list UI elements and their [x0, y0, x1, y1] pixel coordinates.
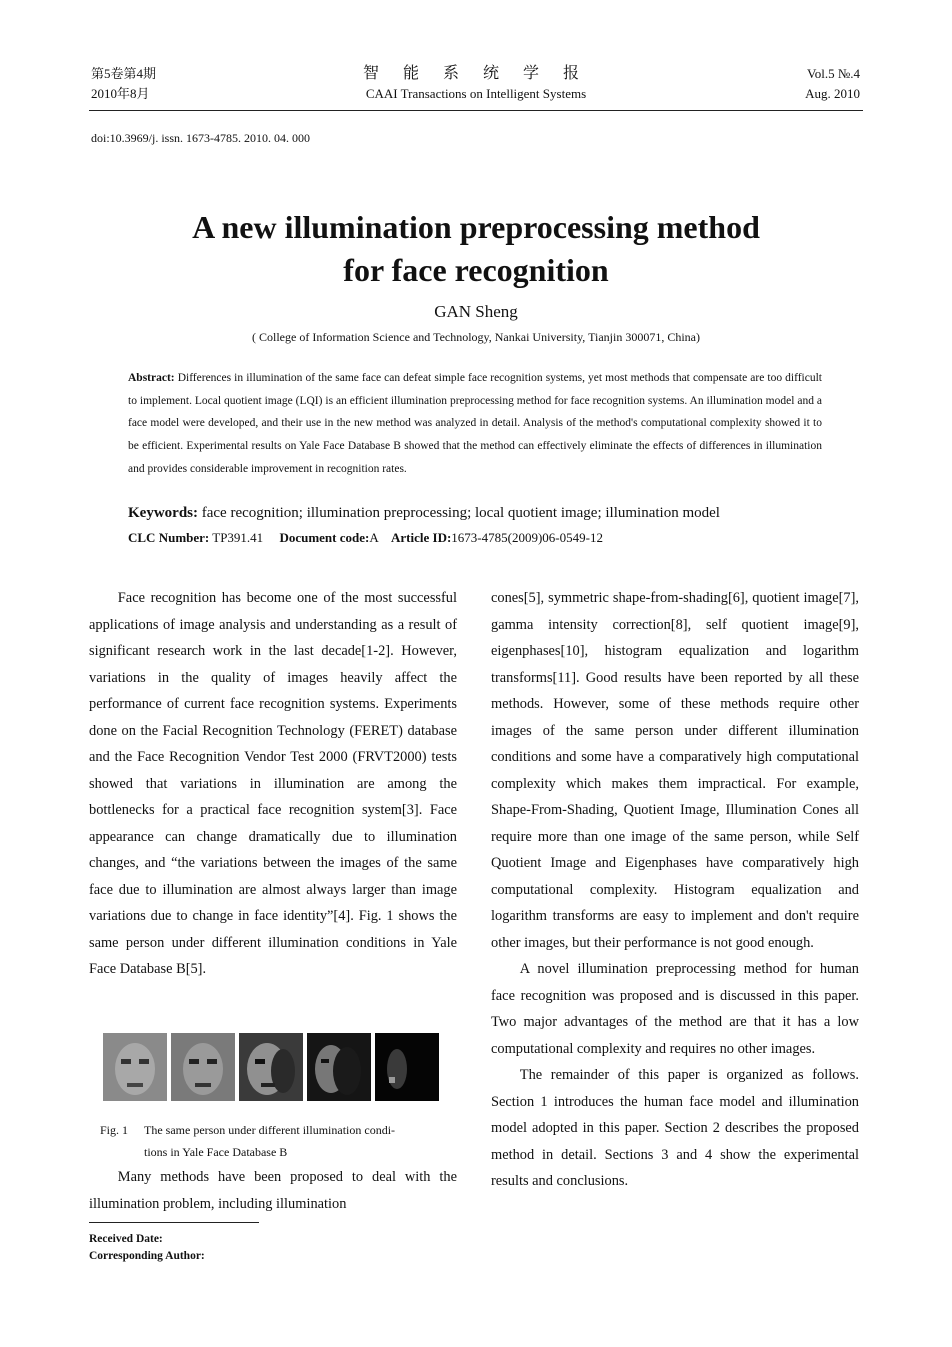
article-id-value: 1673-4785(2009)06-0549-12	[451, 530, 603, 545]
face-image-1	[103, 1033, 167, 1101]
volume-issue-en: Vol.5 №.4	[807, 66, 860, 81]
affiliation: ( College of Information Science and Technology, Nankai University, Tianjin 300071, China)	[252, 330, 700, 344]
face-image-2	[171, 1033, 235, 1101]
clc-label: CLC Number:	[128, 530, 210, 545]
footnote-divider	[89, 1222, 259, 1223]
left-column-continued	[89, 1164, 457, 1217]
face-image-4	[307, 1033, 371, 1101]
abstract	[128, 367, 822, 481]
right-column	[491, 585, 859, 1195]
figure-1-images	[103, 1033, 443, 1101]
intro-paragraph-2: Many methods have been proposed to deal with the illumination problem, including illumination	[89, 1169, 457, 1212]
face-image-3	[239, 1033, 303, 1101]
intro-paragraph-1: Face recognition has become one of the most successful applications of image analysis and understanding as a result of significant research work in the last decade[1-2]. However, variations in the quality of images heavily affect the performance of current face recognition systems. Experiments done on the Facial Recognition Technology (FERET) database and the Face Recognition Vendor Test 2000 (FRVT2000) tests showed that variations in illumination are among the bottlenecks for a practical face recognition system[3]. Face appearance can change dramatically due to illumination changes, and “the variations between the images of the same face due to illumination are almost always larger than image variations due to change in face identity”[4]. Fig. 1 shows the same person under different illumination conditions in Yale Face Database B[5].	[89, 590, 457, 977]
author: GAN Sheng	[434, 302, 518, 321]
abstract-text: Differences in illumination of the same face can defeat simple face recognition systems, yet most methods that compensate are too difficult to implement. Local quotient image (LQI) is an efficient illumination preprocessing method for face recognition systems. An illumination model and a face model were developed, and their use in the new method was analyzed in detail. Analysis of the method's computational complexity showed it to be efficient. Experimental results on Yale Face Database B showed that the method can effectively eliminate the effects of differences in illumination and provides considerable improvement in recognition rates.	[128, 372, 822, 475]
abstract-label: Abstract:	[128, 372, 175, 384]
volume-issue-cn: 第5卷第4期	[91, 66, 157, 81]
figure-number: Fig. 1	[100, 1123, 129, 1137]
face-image-5	[375, 1033, 439, 1101]
figure-1-caption	[100, 1119, 452, 1163]
keywords-label: Keywords:	[128, 505, 198, 521]
paper-title	[0, 206, 952, 292]
article-id-label: Article ID:	[391, 530, 452, 545]
intro-paragraph-continued: cones[5], symmetric shape-from-shading[6], quotient image[7], gamma intensity correction[8], self quotient image[9], eigenphases[10], histogram equalization and logarithm transforms[11]. Good results have been reported by all these methods. However, some of these methods require other images of the same person under different illumination conditions and some have a comparatively high computational complexity which makes them impractical. For example, Shape-From-Shading, Quotient Image, Illumination Cones all require more than one image of the same person, while Self Quotient Image and Eigenphases have comparatively high computational complexity. Histogram equalization and logarithm transforms are easy to implement and don't require other images, but their performance is not good enough.	[491, 590, 859, 951]
date-en: Aug. 2010	[805, 86, 860, 101]
left-column	[89, 585, 457, 983]
intro-paragraph-3: A novel illumination preprocessing method for human face recognition was proposed and is discussed in this paper. Two major advantages of the method are that it has a low computational complexity and requires no other images.	[491, 961, 859, 1057]
document-code-value: A	[369, 530, 379, 545]
keywords	[128, 505, 720, 522]
clc-value: TP391.41	[209, 530, 264, 545]
title-line-2: for face recognition	[343, 252, 609, 288]
classification-line	[128, 530, 603, 546]
footnote	[89, 1231, 205, 1265]
journal-name-cn: 智 能 系 统 学 报	[362, 65, 589, 82]
document-code-label: Document code:	[279, 530, 370, 545]
date-cn: 2010年8月	[91, 86, 150, 101]
title-line-1: A new illumination preprocessing method	[192, 209, 760, 245]
caption-line-1: The same person under different illumination condi-	[144, 1123, 396, 1137]
header-divider	[89, 110, 863, 111]
caption-line-2: tions in Yale Face Database B	[144, 1145, 288, 1159]
intro-paragraph-4: The remainder of this paper is organized as follows. Section 1 introduces the human face model and illumination model adopted in this paper. Section 2 describes the proposed method in detail. Sections 3 and 4 show the experimental results and conclusions.	[491, 1067, 859, 1189]
corresponding-author-label: Corresponding Author:	[89, 1250, 205, 1262]
header-right	[805, 64, 860, 104]
keywords-text: face recognition; illumination preprocessing; local quotient image; illumination model	[198, 505, 720, 521]
received-date-label: Received Date:	[89, 1233, 163, 1245]
doi: doi:10.3969/j. issn. 1673-4785. 2010. 04. 000	[91, 131, 311, 145]
journal-name-en: CAAI Transactions on Intelligent Systems	[365, 86, 587, 101]
